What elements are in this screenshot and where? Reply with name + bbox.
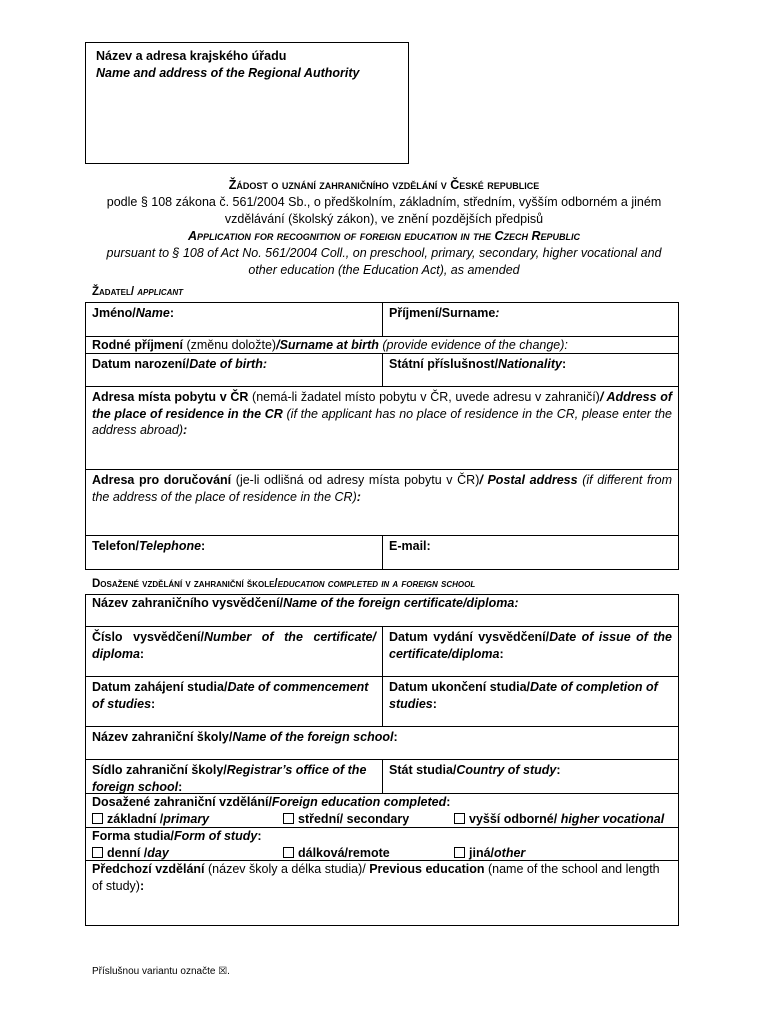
checkbox-icon[interactable] [283,847,294,858]
row-name [86,303,678,337]
country-of-study-field[interactable]: Stát studia/Country of study: [389,763,561,777]
dob-field[interactable]: Datum narození/Date of birth: [86,354,383,386]
previous-education-field[interactable]: Předchozí vzdělání (název školy a délka studia)/ Previous education (name of the school and length of study): [92,862,660,893]
option-other[interactable]: jiná/other [454,845,525,862]
email-field[interactable]: E-mail: [389,539,431,553]
checkbox-icon[interactable] [92,813,103,824]
form-subtitle-cz-1: podle § 108 zákona č. 561/2004 Sb., o předškolním, základním, středním, vyšším odborném a jiném [106,195,662,209]
education-table [85,594,679,926]
form-subtitle-en-2: other education (the Education Act), as amended [248,263,520,277]
education-section-heading: Dosažené vzdělání v zahraniční škole/education completed in a foreign school [92,578,476,590]
form-subtitle-en-1: pursuant to § 108 of Act No. 561/2004 Coll., on preschool, primary, secondary, higher vocational and [106,246,662,260]
birth-surname-field[interactable]: Rodné příjmení (změnu doložte)/Surname at birth (provide evidence of the change): [92,338,568,352]
postal-address-field[interactable]: Adresa pro doručování (je-li odlišná od adresy místa pobytu v ČR)/ Postal address (if different from the address of the place of residence in the CR): [92,473,673,504]
education-completed-field: Dosažené zahraniční vzdělání/Foreign education completed: základní /primary střední/ secondary vyšší odborné/ higher vocational [92,795,665,826]
school-registrar-field[interactable]: Sídlo zahraniční školy/Registrar’s office of the foreign school: [86,760,383,793]
checkbox-icon[interactable] [283,813,294,824]
certificate-name-field[interactable]: Název zahraničního vysvědčení/Name of the foreign certificate/diploma: [92,596,519,610]
row-school-seat [86,760,678,794]
row-cert-name [86,595,678,627]
issue-date-field[interactable]: Datum vydání vysvědčení/Date of issue of the certificate/diploma: [389,630,672,661]
row-school-name [86,727,678,760]
form-subtitle-cz-2: vzdělávání (školský zákon), ve znění pozdějších předpisů [224,212,544,226]
form-of-study-field: Forma studia/Form of study: denní /day dálková/remote jiná/other [92,829,526,860]
option-higher-vocational[interactable]: vyšší odborné/ higher vocational [454,811,664,828]
certificate-number-field[interactable]: Číslo vysvědčení/Number of the certificate/ diploma: [86,627,383,676]
row-contact [86,536,678,569]
authority-label-en: Name and address of the Regional Authority [96,66,360,80]
option-day[interactable]: denní /day [92,845,169,862]
form-title-en: Application for recognition of foreign education in the Czech Republic [187,229,580,243]
school-name-field[interactable]: Název zahraniční školy/Name of the foreign school: [92,730,398,744]
applicant-table [85,302,679,570]
row-previous-education [86,861,678,925]
row-cert-number [86,627,678,677]
surname-field[interactable]: Příjmení/Surname: [389,306,500,320]
checkbox-icon[interactable] [92,847,103,858]
checkbox-icon[interactable] [454,813,465,824]
row-birth-surname [86,337,678,354]
option-secondary[interactable]: střední/ secondary [283,811,409,828]
row-education-completed [86,794,678,828]
applicant-section-heading: Žadatel/ applicant [92,286,184,298]
checked-box-icon: ☒ [218,966,228,977]
name-field[interactable]: Jméno/Name: [86,303,383,336]
checkbox-icon[interactable] [454,847,465,858]
footer-note: Příslušnou variantu označte ☒. [92,966,230,977]
completion-date-field[interactable]: Datum ukončení studia/Date of completion of studies: [389,680,658,711]
commencement-date-field[interactable]: Datum zahájení studia/Date of commencement of studies: [86,677,383,726]
nationality-field[interactable]: Státní příslušnost/Nationality: [389,357,567,371]
row-dob [86,354,678,387]
row-study-dates [86,677,678,727]
authority-label-cz: Název a adresa krajského úřadu [96,49,287,63]
option-remote[interactable]: dálková/remote [283,845,390,862]
residence-address-field[interactable]: Adresa místa pobytu v ČR (nemá-li žadatel místo pobytu v ČR, uvede adresu v zahraničí)/ Address of the place of residence in the CR (if the applicant has no place of residence in the CR, please enter the address abroad): [92,390,672,437]
form-title-cz: Žádost o uznání zahraničního vzdělání v České republice [228,178,540,192]
row-form-of-study [86,828,678,861]
phone-field[interactable]: Telefon/Telephone: [86,536,383,569]
option-primary[interactable]: základní /primary [92,811,209,828]
row-postal [86,470,678,536]
row-residence [86,387,678,470]
authority-address-box[interactable] [85,42,409,164]
